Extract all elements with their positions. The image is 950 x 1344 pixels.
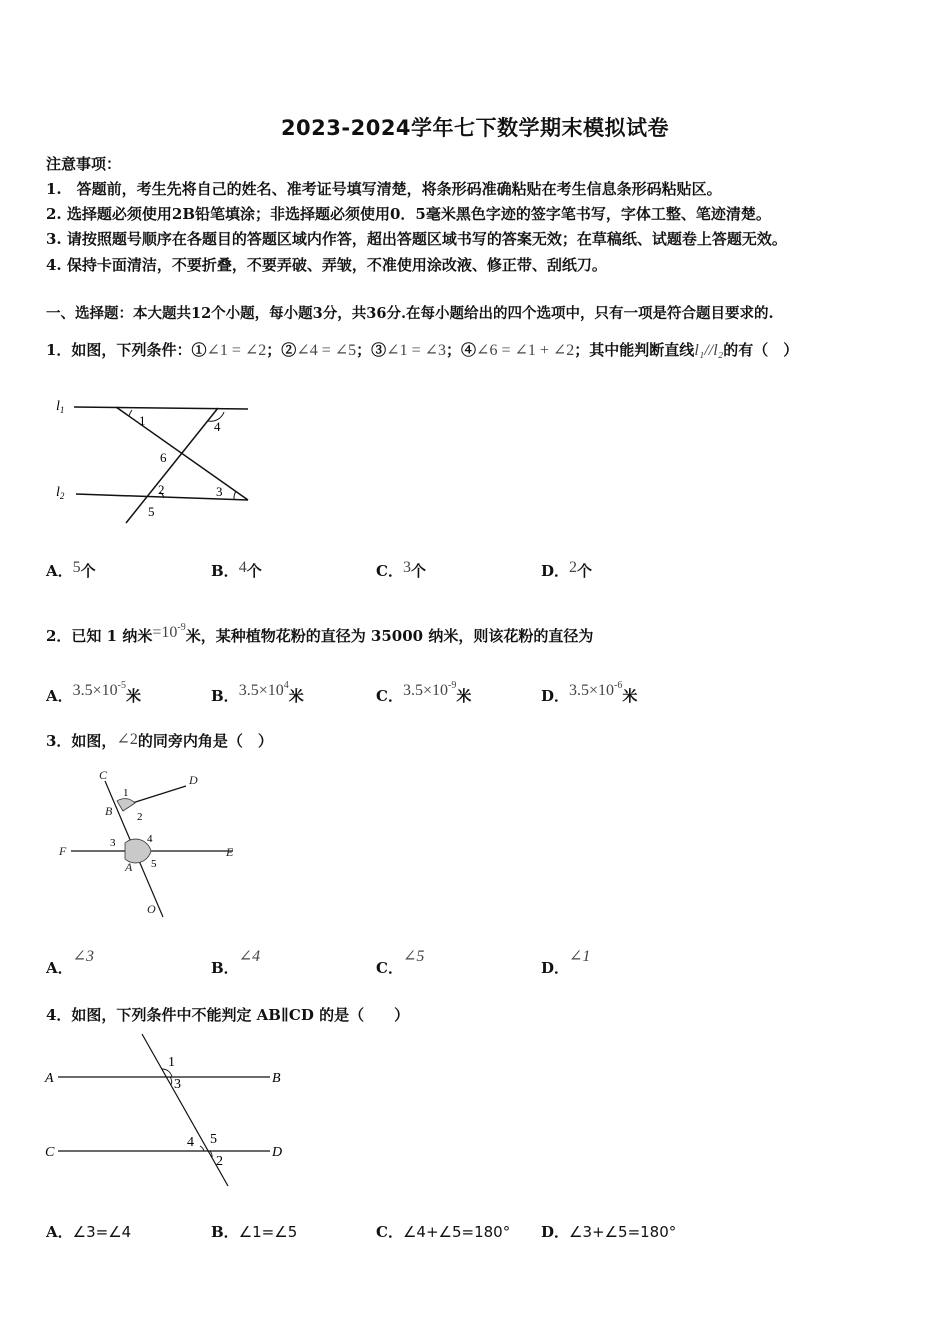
q1-option-c[interactable] (376, 559, 426, 581)
q2-prefix: 2．已知 1 纳米 (46, 627, 153, 645)
q2-option-d-letter: D． (541, 687, 570, 705)
q1-option-b-letter: B． (211, 562, 239, 580)
q1-sep-1: ；② (266, 341, 297, 359)
q2-option-a-exp: -5 (117, 680, 127, 691)
q4-option-c-value: ∠4+∠5=180° (402, 1223, 511, 1241)
q1-option-c-num: 3 (402, 559, 411, 576)
page-title: 2023-2024学年七下数学期末模拟试卷 (280, 116, 670, 140)
q3-angle-5: 5 (151, 858, 157, 870)
q3-shade-b (117, 799, 135, 811)
q4-option-d[interactable] (541, 1221, 676, 1242)
section-heading: 一、选择题：本大题共12个小题，每小题3分，共36分.在每小题给出的四个选项中，只有一项是符合题目要求的. (46, 305, 774, 322)
notice-item-3: 3. 请按照题号顺序在各题目的答题区域内作答，超出答题区域书写的答案无效；在草稿纸、试题卷上答题无效。 (46, 230, 787, 248)
q2-option-b[interactable] (211, 680, 304, 706)
q4-option-a-letter: A． (46, 1223, 73, 1241)
q3-angle-4: 4 (147, 833, 153, 845)
q3-prefix: 3．如图， (46, 732, 117, 750)
q1-arc-3 (234, 491, 236, 499)
q2-option-b-unit: 米 (288, 687, 304, 705)
q2-option-c-exp: -9 (447, 680, 457, 691)
q4-option-b[interactable] (211, 1221, 297, 1242)
q2-option-a[interactable] (46, 680, 141, 706)
q1-suffix: 的有（ ） (723, 341, 799, 359)
q3-label-c: C (99, 768, 108, 782)
q2-option-c[interactable] (376, 680, 471, 706)
q3-option-d[interactable] (541, 946, 590, 978)
q4-angle-4: 4 (187, 1135, 194, 1150)
q1-option-b-num: 4 (238, 559, 247, 576)
q2-option-c-base: 3.5×10 (402, 682, 448, 699)
q2-eq-exp: -9 (177, 622, 186, 633)
q2-equation (152, 624, 185, 641)
q1-option-a-num: 5 (72, 559, 81, 576)
q3-label-e: E (226, 845, 234, 859)
q4-angle-1: 1 (168, 1055, 175, 1070)
question-4-stem: 4．如图，下列条件中不能判定 AB∥CD 的是（ ） (46, 1006, 410, 1024)
q1-angle-1: 1 (139, 413, 146, 428)
q4-option-c[interactable] (376, 1221, 510, 1242)
q3-figure (55, 765, 255, 925)
q3-label-o: O (147, 902, 156, 916)
q1-option-d[interactable] (541, 559, 592, 581)
q2-suffix: 米，某种植物花粉的直径为 35000 纳米，则该花粉的直径为 (185, 627, 594, 645)
q3-angle: ∠2 (116, 731, 138, 748)
q3-label-b: B (105, 804, 113, 818)
q1-option-d-letter: D． (541, 562, 570, 580)
q4-label-c: C (45, 1145, 55, 1160)
q2-eq-base: =10 (152, 624, 178, 641)
q3-option-c-letter: C． (376, 959, 403, 977)
q4-label-d: D (272, 1145, 283, 1160)
q3-option-a-letter: A． (46, 959, 73, 977)
q2-option-c-unit: 米 (456, 687, 472, 705)
q2-option-a-unit: 米 (126, 687, 142, 705)
notice-item-4: 4. 保持卡面清洁，不要折叠，不要弄破、弄皱，不准使用涂改液、修正带、刮纸刀。 (46, 256, 607, 274)
q4-angle-5: 5 (210, 1132, 217, 1147)
q1-option-d-num: 2 (569, 559, 578, 576)
q4-option-b-value: ∠1=∠5 (238, 1223, 298, 1241)
notice-heading: 注意事项： (46, 155, 122, 173)
q1-angle-4: 4 (214, 419, 221, 434)
q1-angle-5: 5 (148, 504, 155, 519)
question-3-stem (46, 729, 273, 751)
q4-label-b: B (272, 1071, 281, 1086)
q1-angle-2: 2 (158, 482, 165, 497)
q1-figure (50, 388, 260, 528)
q2-option-a-base: 3.5×10 (72, 682, 118, 699)
q4-option-a[interactable] (46, 1221, 131, 1242)
q1-option-a[interactable] (46, 559, 96, 581)
q4-arc-4 (200, 1146, 204, 1151)
q2-option-b-letter: B． (211, 687, 239, 705)
q1-angle-3: 3 (216, 484, 223, 499)
q1-option-b-unit: 个 (246, 562, 262, 580)
q3-option-d-letter: D． (541, 959, 570, 977)
q1-sep-3: ；④ (446, 341, 477, 359)
q2-option-b-base: 3.5×10 (238, 682, 284, 699)
q3-option-c-value: ∠5 (402, 948, 425, 965)
q2-option-c-letter: C． (376, 687, 403, 705)
q4-label-a: A (45, 1071, 54, 1086)
q3-option-c[interactable] (376, 946, 424, 978)
q3-option-b-letter: B． (211, 959, 239, 977)
q1-option-c-unit: 个 (410, 562, 426, 580)
notice-item-2: 2. 选择题必须使用2B铅笔填涂；非选择题必须使用0．5毫米黑色字迹的签字笔书写，字体工整、笔迹清楚。 (46, 205, 771, 223)
q4-angle-2: 2 (216, 1154, 223, 1169)
q1-condition-4: ∠6 = ∠1 + ∠2 (476, 342, 575, 359)
question-1-stem (46, 339, 798, 360)
q4-option-b-letter: B． (211, 1223, 239, 1241)
q1-option-c-letter: C． (376, 562, 403, 580)
q3-angle-1: 1 (123, 787, 129, 799)
q1-option-d-unit: 个 (577, 562, 593, 580)
q1-condition-1: ∠1 = ∠2 (206, 342, 267, 359)
q3-option-a-value: ∠3 (72, 948, 95, 965)
q1-prefix: 1．如图，下列条件：① (46, 341, 207, 359)
q1-label-l1: $l_1$ (56, 399, 65, 415)
q2-option-d[interactable] (541, 680, 637, 706)
q1-sep-2: ；③ (356, 341, 387, 359)
q4-figure (40, 1030, 300, 1195)
q3-label-f: F (59, 844, 67, 858)
q3-option-b[interactable] (211, 946, 260, 978)
q2-option-a-letter: A． (46, 687, 73, 705)
q3-suffix: 的同旁内角是（ ） (137, 732, 273, 750)
q3-label-d: D (189, 773, 198, 787)
q2-option-d-exp: -6 (614, 680, 623, 691)
q2-option-d-unit: 米 (622, 687, 638, 705)
q3-option-b-value: ∠4 (238, 948, 261, 965)
q1-condition-3: ∠1 = ∠3 (386, 342, 447, 359)
q4-angle-3: 3 (174, 1077, 181, 1092)
q2-option-b-exp: 4 (283, 680, 289, 691)
question-2-stem (46, 622, 593, 646)
q3-option-a[interactable] (46, 946, 94, 978)
q4-option-a-value: ∠3=∠4 (72, 1223, 132, 1241)
q3-angle-2: 2 (137, 811, 143, 823)
q4-option-d-value: ∠3+∠5=180° (569, 1223, 677, 1241)
q3-option-d-value: ∠1 (569, 948, 591, 965)
q1-lines: l₁//l₂ (694, 342, 724, 359)
notice-item-1: 1. 答题前，考生先将自己的姓名、准考证号填写清楚，将条形码准确粘贴在考生信息条形码粘贴区。 (46, 180, 722, 198)
q2-option-d-base: 3.5×10 (569, 682, 615, 699)
q1-sep-4: ；其中能判断直线 (574, 341, 695, 359)
q1-label-l2: $l_2$ (56, 485, 65, 501)
q1-condition-2: ∠4 = ∠5 (296, 342, 357, 359)
q1-arc-1 (129, 410, 132, 416)
q3-line-bd (126, 786, 186, 805)
q1-line-l1 (74, 407, 248, 409)
q3-label-a: A (125, 860, 133, 874)
q4-option-d-letter: D． (541, 1223, 570, 1241)
q1-option-a-letter: A． (46, 562, 73, 580)
q4-option-c-letter: C． (376, 1223, 403, 1241)
q1-angle-6: 6 (160, 450, 167, 465)
q1-option-a-unit: 个 (80, 562, 96, 580)
q1-option-b[interactable] (211, 559, 262, 581)
q3-angle-3: 3 (110, 837, 116, 849)
